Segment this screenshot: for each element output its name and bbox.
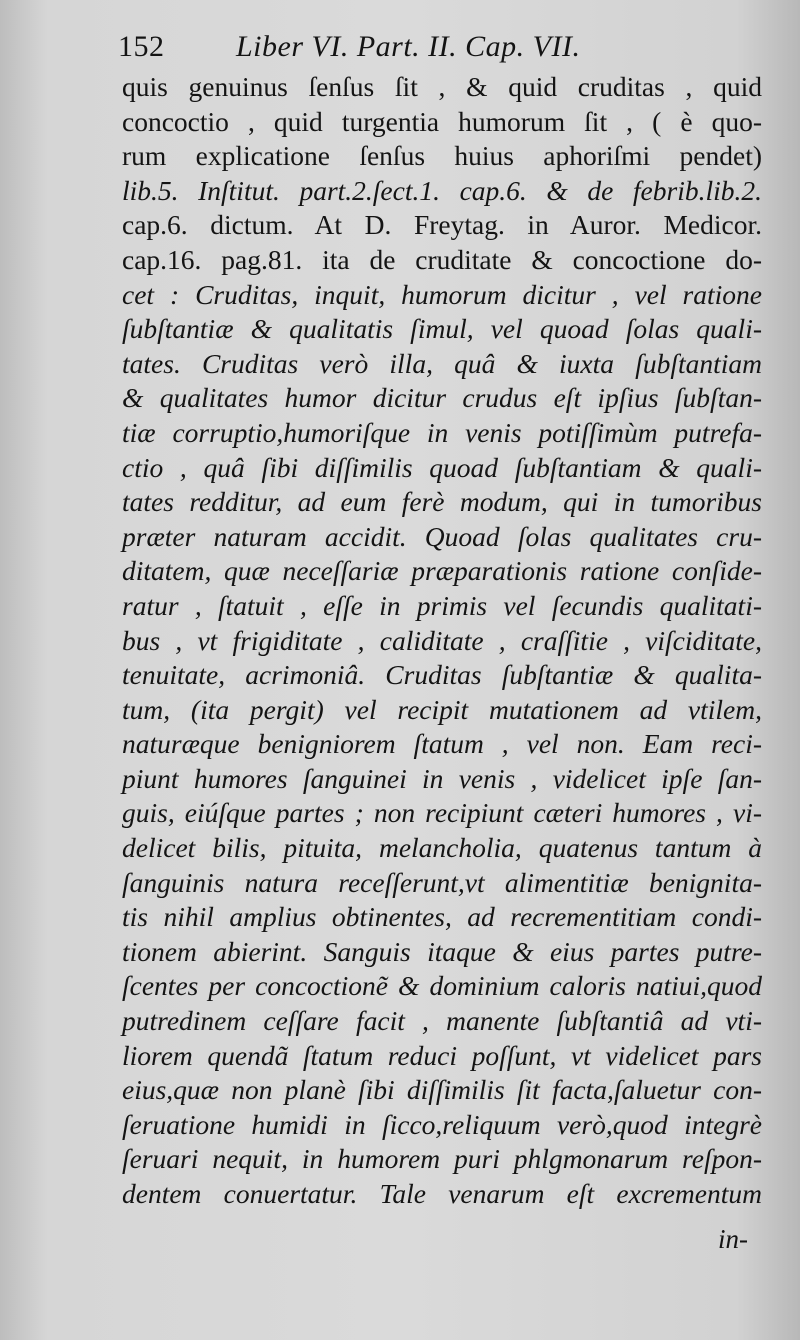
- text-line: tenuitate, acrimoniâ. Cruditas ſubſtantiæ & qualita-: [122, 659, 762, 691]
- catchword: in-: [718, 1224, 748, 1254]
- text-line: delicet bilis, pituita, melancholia, quatenus tantum à: [122, 832, 762, 864]
- text-line: piunt humores ſanguinei in venis , videlicet ipſe ſan-: [122, 762, 762, 794]
- text-line: guis, eiúſque partes ; non recipiunt cæteri humores , vi-: [122, 797, 762, 829]
- text-line: tiæ corruptio,humoriſque in venis potiſſimùm putrefa-: [122, 416, 762, 448]
- text-line: & qualitates humor dicitur crudus eſt ipſius ſubſtan-: [122, 382, 762, 414]
- text-line: cap.6. dictum. At D. Freytag. in Auror. Medicor.: [122, 209, 762, 241]
- text-line: ſanguinis natura receſſerunt,vt alimentitiæ benignita-: [122, 866, 762, 898]
- text-line: cet : Cruditas, inquit, humorum dicitur , vel ratione: [122, 278, 762, 310]
- text-line: tates. Cruditas verò illa, quâ & iuxta ſubſtantiam: [122, 347, 762, 379]
- text-line: lib.5. Inſtitut. part.2.ſect.1. cap.6. & de febrib.lib.2.: [122, 174, 762, 206]
- text-line: ſeruatione humidi in ſicco,reliquum verò,quod integrè: [122, 1108, 762, 1140]
- text-line: dentem conuertatur. Tale venarum eſt excrementum: [122, 1178, 762, 1209]
- text-line: cap.16. pag.81. ita de cruditate & concoctione do-: [122, 243, 762, 275]
- text-line: liorem quendã ſtatum reduci poſſunt, vt videlicet pars: [122, 1039, 762, 1071]
- text-line: tates redditur, ad eum ferè modum, qui in tumoribus: [122, 486, 762, 518]
- page-number: 152: [118, 30, 165, 63]
- text-line: ratur , ſtatuit , eſſe in primis vel ſecundis qualitati-: [122, 589, 762, 621]
- text-line: quis genuinus ſenſus ſit , & quid cruditas , quid: [122, 71, 762, 102]
- running-title: Liber VI. Part. II. Cap. VII.: [236, 30, 581, 63]
- text-line: ſeruari nequit, in humorem puri phlgmonarum reſpon-: [122, 1143, 762, 1175]
- text-line: rum explicatione ſenſus huius aphoriſmi pendet): [122, 140, 762, 172]
- text-line: concoctio , quid turgentia humorum ſit , ( è quo-: [122, 105, 762, 137]
- text-line: tionem abierint. Sanguis itaque & eius partes putre-: [122, 935, 762, 967]
- text-line: præter naturam accidit. Quoad ſolas qualitates cru-: [122, 520, 762, 552]
- page-header: [118, 28, 678, 68]
- text-line: bus , vt frigiditate , caliditate , craſſitie , viſciditate,: [122, 624, 762, 656]
- text-line: tum, (ita pergit) vel recipit mutationem ad vtilem,: [122, 693, 762, 725]
- body-text: [122, 70, 762, 1212]
- text-line: tis nihil amplius obtinentes, ad recrementitiam condi-: [122, 901, 762, 933]
- text-line: naturæque benigniorem ſtatum , vel non. Eam reci-: [122, 728, 762, 760]
- text-line: ditatem, quæ neceſſariæ præparationis ratione conſide-: [122, 555, 762, 587]
- text-line: ſcentes per concoctionẽ & dominium caloris natiui,quod: [122, 970, 762, 1002]
- text-line: ctio , quâ ſibi diſſimilis quoad ſubſtantiam & quali-: [122, 451, 762, 483]
- text-line: eius,quæ non planè ſibi diſſimilis ſit facta,ſaluetur con-: [122, 1074, 762, 1106]
- text-line: putredinem ceſſare facit , manente ſubſtantiâ ad vti-: [122, 1005, 762, 1037]
- text-line: ſubſtantiæ & qualitatis ſimul, vel quoad ſolas quali-: [122, 313, 762, 345]
